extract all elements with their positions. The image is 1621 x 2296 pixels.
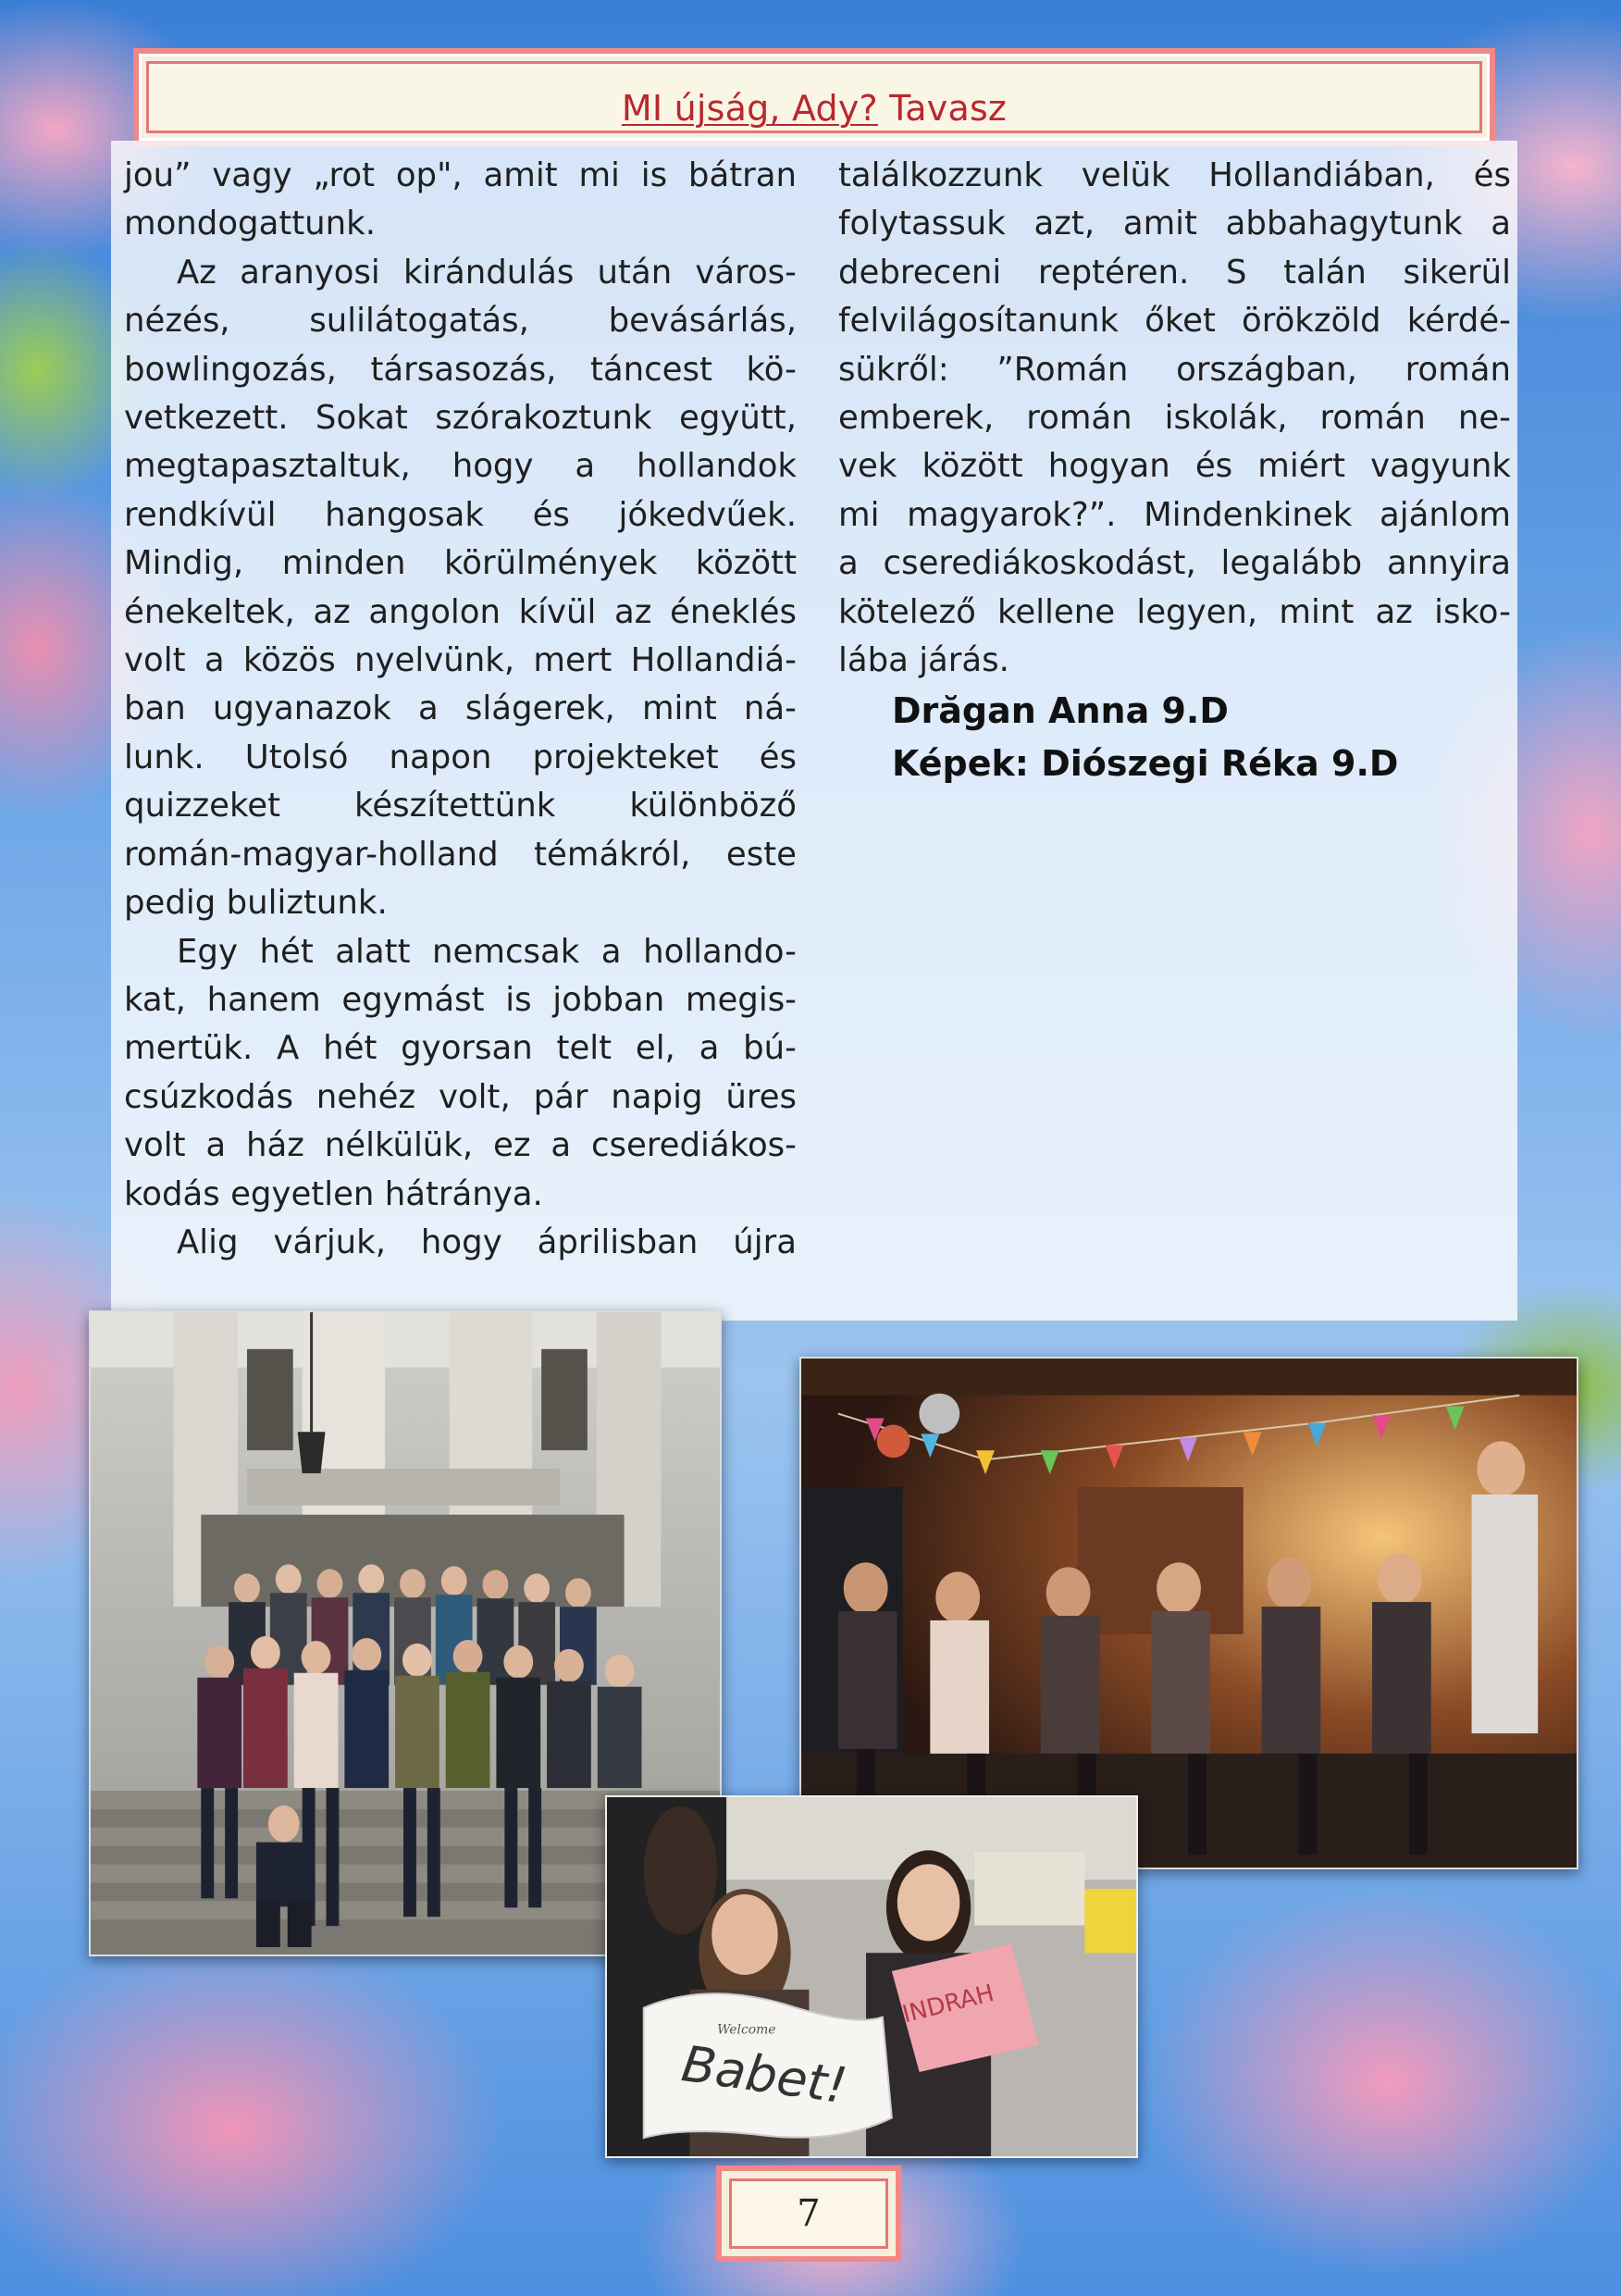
article-column-left (124, 152, 797, 1267)
text-line: találkozzunk velük Hollandiában, és (838, 156, 1511, 194)
text-line: lunk. Utolsó napon projekteket és (124, 738, 797, 776)
text-line: mertük. A hét gyorsan telt el, a bú- (124, 1029, 797, 1068)
text-line: Egy hét alatt nemcsak a hollando- (177, 932, 797, 971)
text-line: vek között hogyan és miért vagyunk (838, 447, 1511, 486)
page-number: 7 (729, 2178, 888, 2249)
party-photo (799, 1357, 1578, 1869)
text-line: mondogattunk. (124, 205, 377, 243)
text-line: sükről: ”Román országban, román (838, 350, 1511, 389)
text-line: Az aranyosi kirándulás után város- (177, 253, 797, 292)
text-line: bowlingozás, társasozás, táncest kö- (124, 350, 797, 389)
airport-photo (605, 1795, 1138, 2158)
text-line: énekeltek, az angolon kívül az éneklés (124, 592, 797, 631)
text-line: pedig buliztunk. (124, 884, 388, 923)
text-line: nézés, sulilátogatás, bevásárlás, (124, 302, 797, 341)
text-line: debreceni reptéren. S talán sikerül (838, 253, 1511, 292)
text-line: kötelező kellene legyen, mint az isko- (838, 592, 1511, 631)
text-line: kodás egyetlen hátránya. (124, 1174, 543, 1213)
text-line: jou” vagy „rot op", amit mi is bátran (124, 156, 797, 194)
article-panel (111, 141, 1517, 1321)
page-number-box (716, 2166, 901, 2262)
text-line: lába járás. (838, 641, 1009, 680)
text-line: Mindig, minden körülmények között (124, 544, 797, 583)
text-line: folytassuk azt, amit abbahagytunk a (838, 205, 1511, 243)
photo-credit: Képek: Diószegi Réka 9.D (892, 743, 1399, 785)
page-header (133, 48, 1495, 146)
text-line: román-magyar-holland témákról, este (124, 835, 797, 874)
party-photo-illustration (801, 1359, 1577, 1868)
text-line: kat, hanem egymást is jobban megis- (124, 980, 797, 1019)
article-column-right (838, 152, 1511, 790)
text-line: csúzkodás nehéz volt, pár napig üres (124, 1077, 797, 1116)
text-line: megtapasztaltuk, hogy a hollandok (124, 447, 797, 486)
text-line: Alig várjuk, hogy áprilisban újra (177, 1222, 797, 1261)
text-line: volt a közös nyelvünk, mert Hollandiá- (124, 641, 797, 680)
article-column-right-text (838, 152, 1511, 685)
text-line: a cserediákoskodást, legalább annyira (838, 544, 1511, 583)
pink-sign-text: INDRAH (899, 1979, 997, 2029)
text-line: emberek, román iskolák, román ne- (838, 399, 1511, 438)
season-label: Tavasz (889, 88, 1008, 129)
welcome-sign-small-text: Welcome (717, 2022, 776, 2038)
text-line: felvilágosítanunk őket örökzöld kérdé- (838, 302, 1511, 341)
page-header-inner (146, 61, 1482, 133)
author-credit: Drăgan Anna 9.D (892, 690, 1229, 732)
page-header-title (149, 88, 1479, 129)
text-line: volt a ház nélkülük, ez a cserediákos- (124, 1126, 797, 1165)
text-line: ban ugyanazok a slágerek, mint ná- (124, 689, 797, 728)
welcome-sign-text: Babet! (678, 2034, 851, 2116)
text-line: rendkívül hangosak és jókedvűek. (124, 495, 797, 534)
text-line: mi magyarok?”. Mindenkinek ajánlom (838, 495, 1511, 534)
text-line: quizzeket készítettünk különböző (124, 787, 797, 825)
text-line: vetkezett. Sokat szórakoztunk együtt, (124, 399, 797, 438)
airport-photo-illustration (607, 1797, 1136, 2156)
magazine-title: MI újság, Ady? (621, 88, 878, 129)
